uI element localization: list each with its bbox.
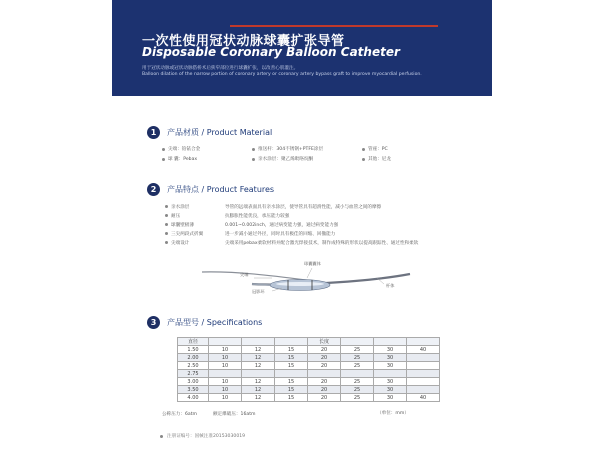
table-cell: 2.50 — [178, 362, 209, 370]
bullet-icon — [165, 214, 168, 217]
bullet-icon — [165, 232, 168, 235]
rated-burst-pressure: 额定爆破压：16atm — [212, 412, 256, 417]
bullet-icon — [362, 148, 365, 151]
table-cell: 10 — [209, 362, 242, 370]
material-text: 亲水涂层：聚乙烯吡咯烷酮 — [258, 157, 314, 162]
registration-number: 注册证编号：国械注准20153030019 — [167, 434, 246, 439]
table-cell: 40 — [407, 394, 440, 402]
section-number-icon: 2 — [147, 183, 160, 196]
table-cell: 20 — [308, 354, 341, 362]
table-cell: 20 — [308, 378, 341, 386]
table-row — [178, 394, 440, 402]
bullet-icon — [252, 148, 255, 151]
header-cell — [275, 338, 308, 346]
balloon-pointer — [307, 268, 312, 278]
table-cell: 15 — [275, 362, 308, 370]
header-cell — [374, 338, 407, 346]
material-item — [162, 156, 252, 162]
balloon-highlight — [276, 282, 324, 286]
table-cell — [407, 354, 440, 362]
table-cell: 12 — [242, 362, 275, 370]
bullet-icon — [162, 158, 165, 161]
material-item — [252, 156, 362, 162]
header-cell — [341, 338, 374, 346]
feature-name — [165, 213, 225, 219]
bullet-icon — [252, 158, 255, 161]
bullet-icon — [160, 435, 163, 438]
table-cell: 25 — [341, 346, 374, 354]
table-cell: 1.50 — [178, 346, 209, 354]
feature-desc: 抗膨胀性能优良，承压能力较强 — [225, 213, 290, 219]
table-row — [178, 354, 440, 362]
table-cell: 12 — [242, 346, 275, 354]
header-accent-line — [230, 25, 438, 27]
table-cell — [407, 378, 440, 386]
table-cell: 30 — [374, 386, 407, 394]
catheter-illustration — [172, 258, 422, 318]
table-cell: 15 — [275, 386, 308, 394]
table-cell — [341, 370, 374, 378]
feature-name-text: 三尖两段式折翼 — [171, 231, 204, 237]
table-cell: 40 — [407, 346, 440, 354]
table-cell: 3.50 — [178, 386, 209, 394]
material-text: 推送杆：304不锈钢+PTFE涂层 — [258, 147, 324, 152]
table-row — [178, 362, 440, 370]
feature-desc: 0.001~0.002inch，通过病变能力强，通过病变能力强 — [225, 222, 339, 228]
table-cell — [209, 370, 242, 378]
bullet-icon — [165, 223, 168, 226]
header-cell: 直径 — [178, 338, 209, 346]
section-number-icon: 3 — [147, 316, 160, 329]
table-cell — [407, 362, 440, 370]
table-cell: 30 — [374, 378, 407, 386]
table-row — [178, 346, 440, 354]
feature-row — [165, 238, 455, 247]
bullet-icon — [162, 148, 165, 151]
table-cell: 10 — [209, 346, 242, 354]
catheter-tip — [252, 284, 270, 285]
table-cell: 10 — [209, 394, 242, 402]
table-cell: 12 — [242, 378, 275, 386]
material-row — [162, 144, 462, 154]
table-cell: 25 — [341, 386, 374, 394]
material-item — [252, 146, 362, 152]
table-cell: 15 — [275, 378, 308, 386]
table-cell: 4.00 — [178, 394, 209, 402]
header-cell — [407, 338, 440, 346]
table-cell — [308, 370, 341, 378]
table-cell: 20 — [308, 386, 341, 394]
header-banner — [112, 0, 492, 96]
table-row — [178, 378, 440, 386]
table-cell: 30 — [374, 354, 407, 362]
table-cell: 25 — [341, 394, 374, 402]
header-cell — [242, 338, 275, 346]
table-cell: 15 — [275, 394, 308, 402]
header-cell: 长度 — [308, 338, 341, 346]
material-grid — [162, 144, 462, 164]
title-english: Disposable Coronary Balloon Catheter — [142, 45, 400, 59]
feature-row — [165, 229, 455, 238]
material-row — [162, 154, 462, 164]
feature-name — [165, 222, 225, 228]
material-text: 球 囊：Pebax — [168, 157, 198, 162]
table-cell — [407, 370, 440, 378]
table-cell: 25 — [341, 362, 374, 370]
material-text: 尖端：铂铱合金 — [168, 147, 201, 152]
table-cell — [407, 386, 440, 394]
table-cell: 12 — [242, 386, 275, 394]
unit-note: （单位：mm） — [377, 411, 409, 416]
title-chinese: 一次性使用冠状动脉球囊扩张导管 — [142, 34, 345, 49]
label-shaft: 杆体 — [386, 283, 395, 288]
table-cell: 30 — [374, 394, 407, 402]
feature-name-text: 耐压 — [171, 213, 181, 219]
header-cell — [209, 338, 242, 346]
table-cell: 30 — [374, 346, 407, 354]
feature-name — [165, 231, 225, 237]
table-cell: 20 — [308, 394, 341, 402]
section-spec-heading — [147, 316, 262, 329]
subtitle-chinese: 用于冠状动脉或冠状动脉搭桥术后狭窄部位进行球囊扩张，以改善心肌灌注。 — [142, 66, 299, 71]
brochure-page — [112, 0, 492, 450]
section-features-heading — [147, 183, 274, 196]
section-material-heading — [147, 126, 272, 139]
table-cell: 10 — [209, 378, 242, 386]
section-number-icon: 1 — [147, 126, 160, 139]
nominal-pressure: 公称压力：6atm — [162, 412, 197, 417]
table-cell: 2.75 — [178, 370, 209, 378]
material-item — [162, 146, 252, 152]
material-item — [362, 146, 452, 152]
section-title: 产品特点 / Product Features — [167, 185, 275, 194]
bullet-icon — [165, 241, 168, 244]
feature-name — [165, 204, 225, 210]
table-cell: 25 — [341, 354, 374, 362]
feature-desc: 尖端采用pebax柔软材料并配合激光焊接技术，制作成特殊的形状以提高跟踪性、通过性和柔软 — [225, 240, 419, 246]
table-row — [178, 386, 440, 394]
table-cell: 30 — [374, 362, 407, 370]
table-cell: 20 — [308, 362, 341, 370]
table-cell: 25 — [341, 378, 374, 386]
section-title: 产品材质 / Product Material — [167, 128, 273, 137]
bullet-icon — [362, 158, 365, 161]
table-cell: 3.00 — [178, 378, 209, 386]
section-title: 产品型号 / Specifications — [167, 318, 263, 327]
label-marker: 冠影环 — [252, 289, 265, 294]
feature-row — [165, 211, 455, 220]
spec-table — [177, 337, 440, 402]
feature-desc: 进一步减小通过外径，同时具有极佳的回缩、回撤能力 — [225, 231, 336, 237]
table-cell: 12 — [242, 394, 275, 402]
feature-row — [165, 202, 455, 211]
feature-name-text: 球囊壁极薄 — [171, 222, 194, 228]
catheter-diagram — [172, 258, 422, 318]
subtitle-english: Balloon dilation of the narrow portion of coronary artery or coronary artery bypass graft to improve myocardial perfusion. — [142, 72, 422, 77]
feature-name-text: 尖端设计 — [171, 240, 190, 246]
table-cell: 12 — [242, 354, 275, 362]
feature-name — [165, 240, 225, 246]
table-cell — [275, 370, 308, 378]
label-tip: 尖端 — [240, 272, 249, 277]
feature-row — [165, 220, 455, 229]
bullet-icon — [165, 205, 168, 208]
feature-list — [165, 202, 455, 247]
table-cell: 15 — [275, 354, 308, 362]
table-header-row — [178, 338, 440, 346]
table-cell: 20 — [308, 346, 341, 354]
table-cell: 15 — [275, 346, 308, 354]
table-cell — [242, 370, 275, 378]
feature-name-text: 亲水涂层 — [171, 204, 190, 210]
table-cell: 10 — [209, 354, 242, 362]
material-item — [362, 156, 452, 162]
material-text: 管座：PC — [368, 147, 388, 152]
feature-desc: 导管的远端表面具有亲水涂层，使导管具有超滑性能，减小与血管之间的摩擦 — [225, 204, 382, 210]
label-balloon: 球囊囊体 — [304, 261, 321, 266]
table-cell: 2.00 — [178, 354, 209, 362]
pressure-info — [162, 411, 255, 417]
table-cell: 10 — [209, 386, 242, 394]
material-text: 其他：尼龙 — [368, 157, 391, 162]
table-cell — [374, 370, 407, 378]
registration-line — [160, 433, 245, 439]
table-row — [178, 370, 440, 378]
